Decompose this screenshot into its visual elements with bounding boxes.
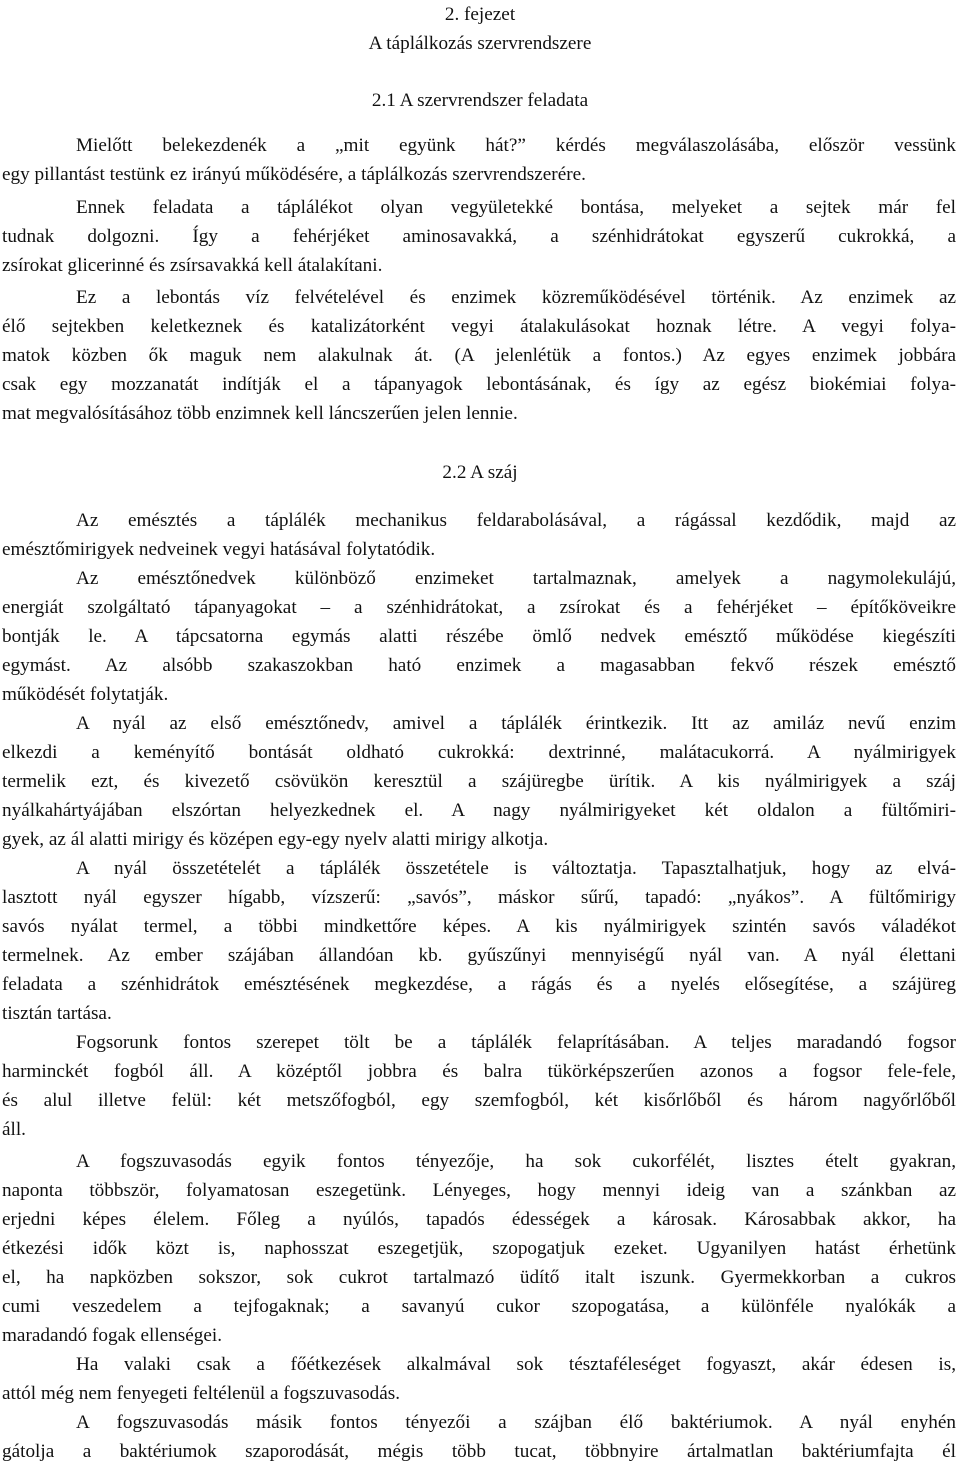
text-line: Ha valaki csak a főétkezések alkalmával sok tésztaféleséget fogyaszt, akár édesen is, <box>76 1354 956 1375</box>
text-line: elkezdi a keményítő bontását oldható cukrokká: dextrinné, malátacukorrá. A nyálmirigyek <box>2 742 956 763</box>
text-line: tisztán tartása. <box>2 1003 112 1024</box>
text-line: feladata a szénhidrátok emésztésének megkezdése, a rágás és a nyelés elősegítése, a szájüreg <box>2 974 956 995</box>
text-line: erjedni képes élelem. Főleg a nyúlós, tapadós édességek a károsak. Károsabbak akkor, ha <box>2 1209 956 1230</box>
text-line: attól még nem fenyegeti feltélenül a fogszuvasodás. <box>2 1383 401 1404</box>
text-line: Az emésztőnedvek különböző enzimeket tartalmaznak, amelyek a nagymolekulájú, <box>76 568 956 589</box>
text-line: működését folytatják. <box>2 684 169 705</box>
text-line: harminckét fogból áll. A középtől jobbra és balra tükörképszerűen azonos a fogsor fele-fele, <box>2 1061 956 1082</box>
text-line: naponta többször, folyamatosan eszegetünk. Lényeges, hogy mennyi ideig van a szánkban az <box>2 1180 956 1201</box>
text-line: és alul illetve felül: két metszőfogból, egy szemfogból, két kisőrlőből és három nagyőrlőből <box>2 1090 956 1111</box>
text-line: étkezési idők közt is, naphosszat eszegetjük, szopogatjuk ezeket. Ugyanilyen hatást érhetünk <box>2 1238 956 1259</box>
text-line: Ez a lebontás víz felvételével és enzimek közreműködésével történik. Az enzimek az <box>76 287 956 308</box>
text-line: Ennek feladata a táplálékot olyan vegyületekké bontása, melyeket a sejtek már fel <box>76 197 956 218</box>
text-line: nyálkahártyájában elszórtan helyezkednek el. A nagy nyálmirigyeket két oldalon a fültőmiri- <box>2 800 956 821</box>
text-line: A nyál az első emésztőnedv, amivel a táplálék érintkezik. Itt az amiláz nevű enzim <box>76 713 956 734</box>
chapter-number: 2. fejezet <box>444 4 516 25</box>
text-line: élő sejtekben keletkeznek és katalizátorként vegyi átalakulásokat hoznak létre. A vegyi folya- <box>2 316 956 337</box>
text-line: csak egy mozzanatát indítják el a tápanyagok lebontásának, és így az egész biokémiai folya- <box>2 374 956 395</box>
section-heading-2-1: 2.1 A szervrendszer feladata <box>371 90 589 111</box>
text-line: Mielőtt belekezdenék a „mit együnk hát?” kérdés megválaszolásába, először vessünk <box>76 135 956 156</box>
text-line: matok közben ők maguk nem alakulnak át. (A jelenlétük a fontos.) Az egyes enzimek jobbára <box>2 345 956 366</box>
text-line: bontják le. A tápcsatorna egymás alatti részébe ömlő nedvek emésztő működése kiegészíti <box>2 626 956 647</box>
chapter-title: A táplálkozás szervrendszere <box>368 33 592 54</box>
text-line: emésztőmirigyek nedveinek vegyi hatásával folytatódik. <box>2 539 436 560</box>
text-line: el, ha napközben sokszor, sok cukrot tartalmazó üdítő italt iszunk. Gyermekkorban a cukros <box>2 1267 956 1288</box>
text-line: A fogszuvasodás egyik fontos tényezője, ha sok cukorfélét, lisztes ételt gyakran, <box>76 1151 956 1172</box>
text-line: savós nyálat termel, a többi mindkettőre képes. A kis nyálmirigyek szintén savós váladékot <box>2 916 956 937</box>
text-line: mat megvalósításához több enzimnek kell láncszerűen jelen lennie. <box>2 403 518 424</box>
text-line: maradandó fogak ellenségei. <box>2 1325 223 1346</box>
text-line: lasztott nyál egyszer hígabb, vízszerű: „savós”, máskor sűrű, tapadó: „nyákos”. A fültőmirigy <box>2 887 956 908</box>
text-line: egy pillantást testünk ez irányú működésére, a táplálkozás szervrendszerére. <box>2 164 586 185</box>
text-line: Az emésztés a táplálék mechanikus feldarabolásával, a rágással kezdődik, majd az <box>76 510 956 531</box>
text-line: Fogsorunk fontos szerepet tölt be a táplálék felaprításában. A teljes maradandó fogsor <box>76 1032 956 1053</box>
text-line: gátolja a baktériumok szaporodását, mégis több tucat, többnyire ártalmatlan baktériumfajta él <box>2 1441 956 1462</box>
text-line: tudnak dolgozni. Így a fehérjéket aminosavakká, a szénhidrátokat egyszerű cukrokká, a <box>2 226 956 247</box>
text-line: A nyál összetételét a táplálék összetétele is változtatja. Tapasztalhatjuk, hogy az elvá- <box>76 858 956 879</box>
text-line: A fogszuvasodás másik fontos tényezői a szájban élő baktériumok. A nyál enyhén <box>76 1412 956 1433</box>
section-heading-2-2: 2.2 A száj <box>442 462 518 483</box>
text-line: egymást. Az alsóbb szakaszokban ható enzimek a magasabban fekvő részek emésztő <box>2 655 956 676</box>
text-line: energiát szolgáltató tápanyagokat – a szénhidrátokat, a zsírokat és a fehérjéket – építőköveikre <box>2 597 956 618</box>
text-line: cumi veszedelem a tejfogaknak; a savanyú cukor szopogatása, a különféle nyalókák a <box>2 1296 956 1317</box>
text-line: termelik ezt, és kivezető csövükön keresztül a szájüregbe ürítik. A kis nyálmirigyek a száj <box>2 771 956 792</box>
text-line: zsírokat glicerinné és zsírsavakká kell átalakítani. <box>2 255 383 276</box>
text-line: termelnek. Az ember szájában állandóan kb. gyűszűnyi mennyiségű nyál van. A nyál élettani <box>2 945 956 966</box>
text-line: áll. <box>2 1119 26 1140</box>
text-line: gyek, az ál alatti mirigy és középen egy-egy nyelv alatti mirigy alkotja. <box>2 829 549 850</box>
